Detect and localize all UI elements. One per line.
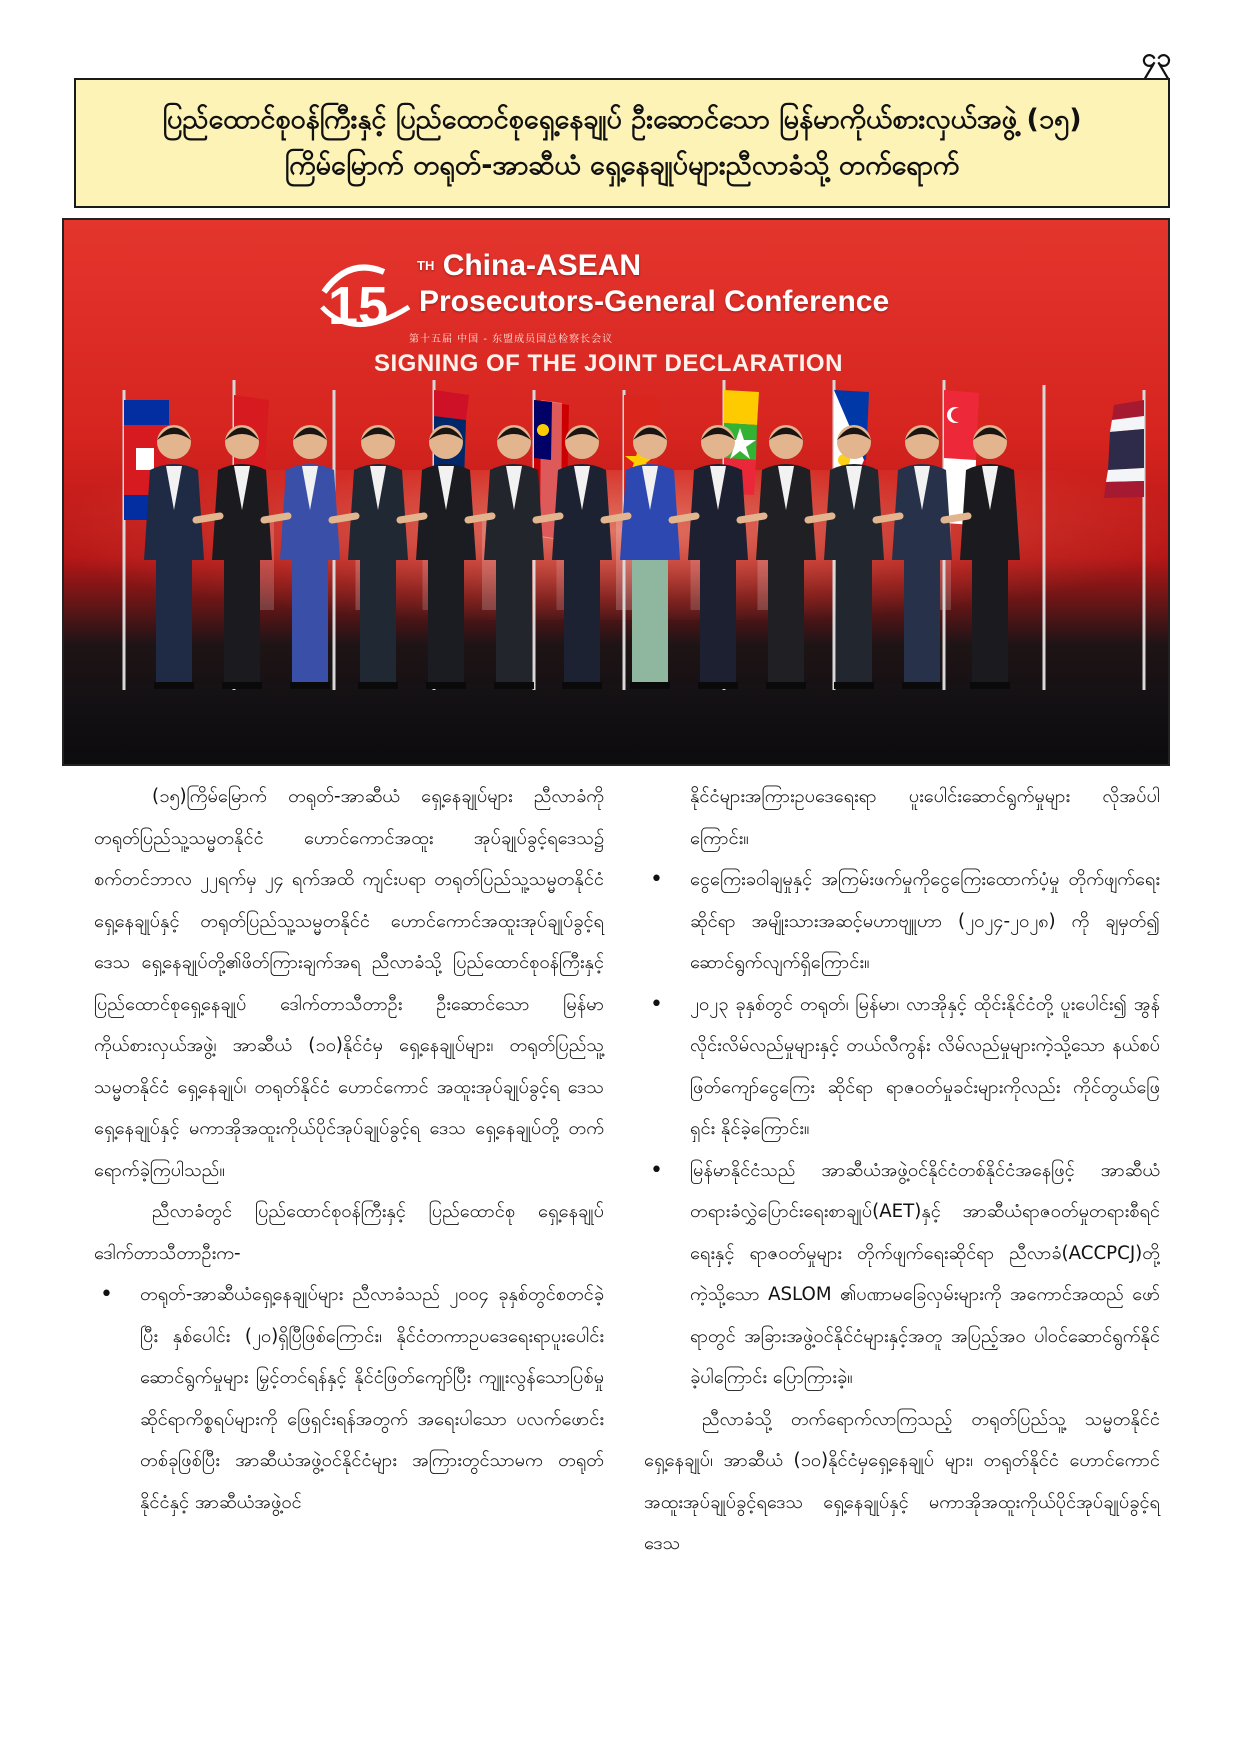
- bullet-text: ၂၀၂၃ ခုနှစ်တွင် တရုတ်၊ မြန်မာ၊ လာအိုနှင့် ထိုင်းနိုင်ငံတို့ ပူးပေါင်း၍ အွန်လိုင်းလိမ်လည်မှုများနှင့် တယ်လီကွန်း လိမ်လည်မှုများကဲ့သို့သော နယ်စပ်ဖြတ်ကျော်ငွေကြေး ဆိုင်ရာ ရာဇဝတ်မှုခင်းများကိုလည်း ကိုင်တွယ်ဖြေရှင်း နိုင်ခဲ့ကြောင်း။: [690, 993, 1160, 1139]
- delegates-group: [144, 425, 1020, 689]
- flags-and-delegates-illustration: [64, 220, 1170, 766]
- conference-title-line-2: Prosecutors-General Conference: [419, 285, 890, 318]
- bullet-icon: •: [100, 1282, 113, 1307]
- thailand-flag-icon: [1104, 400, 1144, 498]
- speech-bullets-right: [644, 776, 1160, 1399]
- closing-paragraph: ညီလာခံသို့ တက်ရောက်လာကြသည့် တရုတ်ပြည်သူ့ သမ္မတနိုင်ငံ ရှေ့နေချုပ်၊ အာဆီယံ (၁၀)နိုင်ငံမှရှေ့နေချုပ် များ၊ တရုတ်နိုင်ငံ ဟောင်ကောင်အထူးအုပ်ချုပ်ခွင့်ရဒေသ ရှေ့နေချုပ်နှင့် မကာအိုအထူးကိုယ်ပိုင်အုပ်ချုပ်ခွင့်ရဒေသ: [644, 1408, 1160, 1554]
- bullet-text: နိုင်ငံများအကြားဥပဒေရေးရာ ပူးပေါင်းဆောင်ရွက်မှုများ လိုအပ်ပါကြောင်း။: [690, 786, 1160, 849]
- speech-intro-paragraph: ညီလာခံတွင် ပြည်ထောင်စုဝန်ကြီးနှင့် ပြည်ထောင်စု ရှေ့နေချုပ် ဒေါက်တာသီတာဦးက-: [94, 1201, 604, 1264]
- conference-logo-number: 15: [328, 276, 389, 336]
- speech-bullets-left: [94, 1274, 604, 1523]
- delegate-figure: [756, 425, 816, 689]
- left-column: [94, 776, 604, 1523]
- bullet-text: တရုတ်-အာဆီယံရှေ့နေချုပ်များ ညီလာခံသည် ၂၀၀၄ ခုနှစ်တွင်စတင်ခဲ့ပြီး နှစ်ပေါင်း (၂၀)ရှိပြီဖြစ်ကြောင်း၊ နိုင်ငံတကာဥပဒေရေးရာပူးပေါင်းဆောင်ရွက်မှုများ မြှင့်တင်ရန်နှင့် နိုင်ငံဖြတ်ကျော်ပြီး ကျူးလွန်သောပြစ်မှုဆိုင်ရာကိစ္စရပ်များကို ဖြေရှင်းရန်အတွက် အရေးပါသော ပလက်ဖောင်းတစ်ခုဖြစ်ပြီး အာဆီယံအဖွဲ့ဝင်နိုင်ငံများ အကြားတွင်သာမက တရုတ်နိုင်ငံနှင့် အာဆီယံအဖွဲ့ဝင်: [140, 1284, 604, 1513]
- bullet-icon: •: [650, 1157, 663, 1183]
- delegate-figure: [416, 425, 476, 689]
- bullet-text: ငွေကြေးခဝါချမှုနှင့် အကြမ်းဖက်မှုကိုငွေကြေးထောက်ပံ့မှု တိုက်ဖျက်ရေးဆိုင်ရာ အမျိုးသားအဆင့်မဟာဗျူဟာ (၂၀၂၄-၂၀၂၈) ကို ချမှတ်၍ ဆောင်ရွက်လျက်ရှိကြောင်း။: [690, 869, 1160, 973]
- article-title-line-1: ပြည်ထောင်စုဝန်ကြီးနှင့် ပြည်ထောင်စုရှေ့နေချုပ် ဦးဆောင်သော မြန်မာကိုယ်စားလှယ်အဖွဲ့ (၁၅): [162, 104, 1082, 135]
- bullet-item: [94, 1274, 604, 1523]
- bullet-icon: •: [650, 867, 663, 892]
- bullet-text: မြန်မာနိုင်ငံသည် အာဆီယံအဖွဲ့ဝင်နိုင်ငံတစ်နိုင်ငံအနေဖြင့် အာဆီယံတရားခံလွှဲပြောင်းရေးစာချုပ်(AET)နှင့် အာဆီယံရာဇဝတ်မှုတရားစီရင်ရေးနှင့် ရာဇဝတ်မှုများ တိုက်ဖျက်ရေးဆိုင်ရာ ညီလာခံ(ACCPCJ)တို့ကဲ့သို့သော ASLOM ၏ပဏာမခြေလှမ်းများကို အကောင်အထည် ဖော်ရာတွင် အခြားအဖွဲ့ဝင်နိုင်ငံများနှင့်အတူ အပြည့်အဝ ပါဝင်ဆောင်ရွက်နိုင်ခဲ့ပါကြောင်း ပြောကြားခဲ့။: [690, 1159, 1160, 1388]
- conference-chinese-subtitle: 第十五届 中国 - 东盟成员国总检察长会议: [409, 334, 614, 345]
- article-title-line-2: ကြိမ်မြောက် တရုတ်-အာဆီယံ ရှေ့နေချုပ်များညီလာခံသို့ တက်ရောက်: [284, 150, 960, 181]
- bullet-item: [644, 1150, 1160, 1399]
- delegate-figure: [348, 425, 408, 689]
- conference-photo: [62, 218, 1170, 766]
- signing-banner: SIGNING OF THE JOINT DECLARATION: [374, 350, 843, 377]
- conference-ordinal-suffix: TH: [417, 258, 435, 273]
- bullet-item: [644, 984, 1160, 1150]
- bullet-icon: •: [650, 991, 663, 1017]
- intro-paragraph: (၁၅)ကြိမ်မြောက် တရုတ်-အာဆီယံ ရှေ့နေချုပ်များ ညီလာခံကို တရုတ်ပြည်သူ့သမ္မတနိုင်ငံ ဟောင်ကောင်အထူး အုပ်ချုပ်ခွင့်ရဒေသ၌ စက်တင်ဘာလ ၂၂ရက်မှ ၂၄ ရက်အထိ ကျင်းပရာ တရုတ်ပြည်သူ့သမ္မတနိုင်ငံ ရှေ့နေချုပ်နှင့် တရုတ်ပြည်သူ့သမ္မတနိုင်ငံ ဟောင်ကောင်အထူးအုပ်ချုပ်ခွင့်ရ ဒေသ ရှေ့နေချုပ်တို့၏ဖိတ်ကြားချက်အရ ညီလာခံသို့ ပြည်ထောင်စုဝန်ကြီးနှင့် ပြည်ထောင်စုရှေ့နေချုပ် ဒေါက်တာသီတာဦး ဦးဆောင်သော မြန်မာကိုယ်စားလှယ်အဖွဲ့၊ အာဆီယံ (၁၀)နိုင်ငံမှ ရှေ့နေချုပ်များ၊ တရုတ်ပြည်သူ့သမ္မတနိုင်ငံ ရှေ့နေချုပ်၊ တရုတ်နိုင်ငံ ဟောင်ကောင် အထူးအုပ်ချုပ်ခွင့်ရ ဒေသ ရှေ့နေချုပ်နှင့် မကာအိုအထူးကိုယ်ပိုင်အုပ်ချုပ်ခွင့်ရ ဒေသ ရှေ့နေချုပ်တို့ တက်ရောက်ခဲ့ကြပါသည်။: [94, 786, 604, 1181]
- right-column: [644, 776, 1160, 1565]
- bullet-item: [644, 859, 1160, 984]
- delegate-figure: [280, 425, 340, 689]
- conference-title-line-1: China-ASEAN: [442, 249, 642, 282]
- bullet-continuation: [644, 776, 1160, 859]
- article-title-box: [74, 78, 1170, 208]
- page-number: ၄၃: [1141, 43, 1171, 73]
